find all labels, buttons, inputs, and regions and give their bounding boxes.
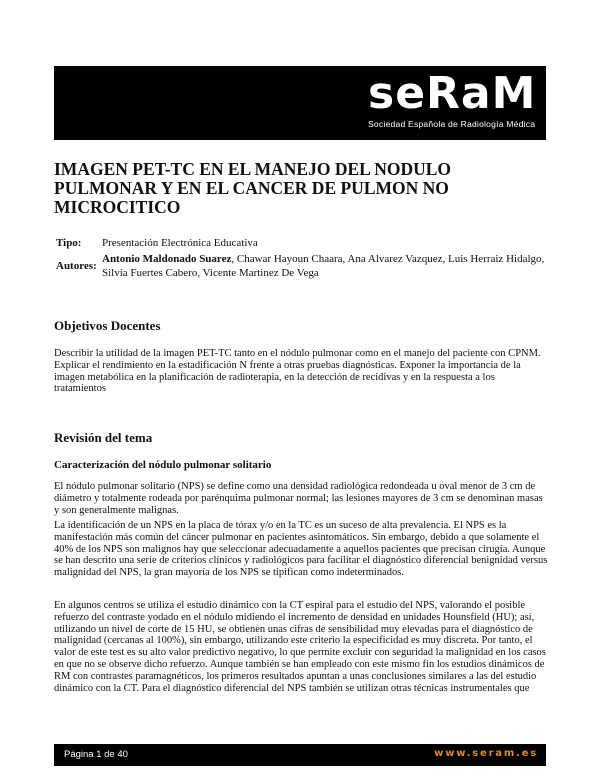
objectives-paragraph: Describir la utilidad de la imagen PET-TC tanto en el nódulo pulmonar como en el manejo del paciente con CPNM. Explicar el rendimiento en la estadificación N frente a otras pruebas diagnósticas. Exponer la importancia de la imagen metabólica en la planificación de radioterapia, en la detección de recidivas y en la respuesta a los tratamientos xyxy=(54,348,541,395)
meta-authors-row xyxy=(56,252,546,280)
seram-logo xyxy=(368,70,538,134)
header-banner xyxy=(54,66,546,140)
review-heading: Revisión del tema xyxy=(54,430,153,445)
type-label: Tipo: xyxy=(56,237,82,249)
document-title: IMAGEN PET-TC EN EL MANEJO DEL NODULO PULMONAR Y EN EL CANCER DE PULMON NO MICROCITICO xyxy=(54,159,452,217)
body-paragraph-2: La identificación de un NPS en la placa de tórax y/o en la TC es un suceso de alta prevalencia. El NPS es la manifestación más común del cáncer pulmonar en pacientes asintomáticos. Sin embargo, debido a que solamente el 40% de los NPS son malignos hay que seleccionar adecuadamente a aquellos pacientes que precisan cirugía. Aunque se han descrito una serie de criterios clínicos y radiológicos para facilitar el diagnóstico diferencial benignidad versus malignidad del NPS, la gran mayoría de los NPS se tipifican como indeterminados. xyxy=(54,520,548,579)
logo-wordmark: seRaM xyxy=(368,68,537,119)
page-number: Página 1 de 40 xyxy=(64,749,128,760)
authors-label: Autores: xyxy=(56,260,97,272)
body-paragraph-3: En algunos centros se utiliza el estudio dinámico con la CT espiral para el estudio del NPS, valorando el posible refuerzo del contraste yodado en el nódulo midiendo el incremento de densidad en unidades Hounsfield (HU); así, utilizando un nivel de corte de 15 HU, se obtienen unas cifras de sensibilidad muy elevadas para el diagnóstico de malignidad (cercanas al 100%), sin embargo, utilizando este criterio la especificidad es muy discreta. Por tanto, el valor de este test es su alto valor predictivo negativo, lo que permite excluir con seguridad la malignidad en los casos en que no se observe dicho refuerzo. Aunque también se han empleado con este mismo fin los estudios dinámicos de RM con contrastes paramagnéticos, los primeros resultados apuntan a unas conclusiones similares a las del estudio dinámico con la CT. Para el diagnóstico diferencial del NPS también se utilizan otras técnicas instrumentales que xyxy=(54,600,546,694)
document-meta xyxy=(56,236,546,282)
authors-value xyxy=(102,252,546,280)
body-paragraph-1: El nódulo pulmonar solitario (NPS) se define como una densidad radiológica redondeada u oval menor de 3 cm de diámetro y totalmente rodeada por parénquima pulmonar normal; las lesiones mayores de 3 cm se denominan masas y son generalmente malignas. xyxy=(54,481,543,516)
logo-subtitle: Sociedad Española de Radiología Médica xyxy=(368,119,536,129)
meta-type-row xyxy=(56,236,546,250)
objectives-heading: Objetivos Docentes xyxy=(54,318,161,333)
nps-subheading: Caracterización del nódulo pulmonar solitario xyxy=(54,459,272,471)
lead-author: Antonio Maldonado Suarez xyxy=(102,253,232,265)
page-footer xyxy=(54,744,546,766)
footer-url: www.seram.es xyxy=(434,748,538,759)
type-value: Presentación Electrónica Educativa xyxy=(102,237,258,249)
co-authors: , Chawar Hayoun Chaara, Ana Alvarez Vazquez, Luis Herraiz Hidalgo, Silvia Fuertes Cabero, Vicente Martinez De Vega xyxy=(102,253,545,279)
